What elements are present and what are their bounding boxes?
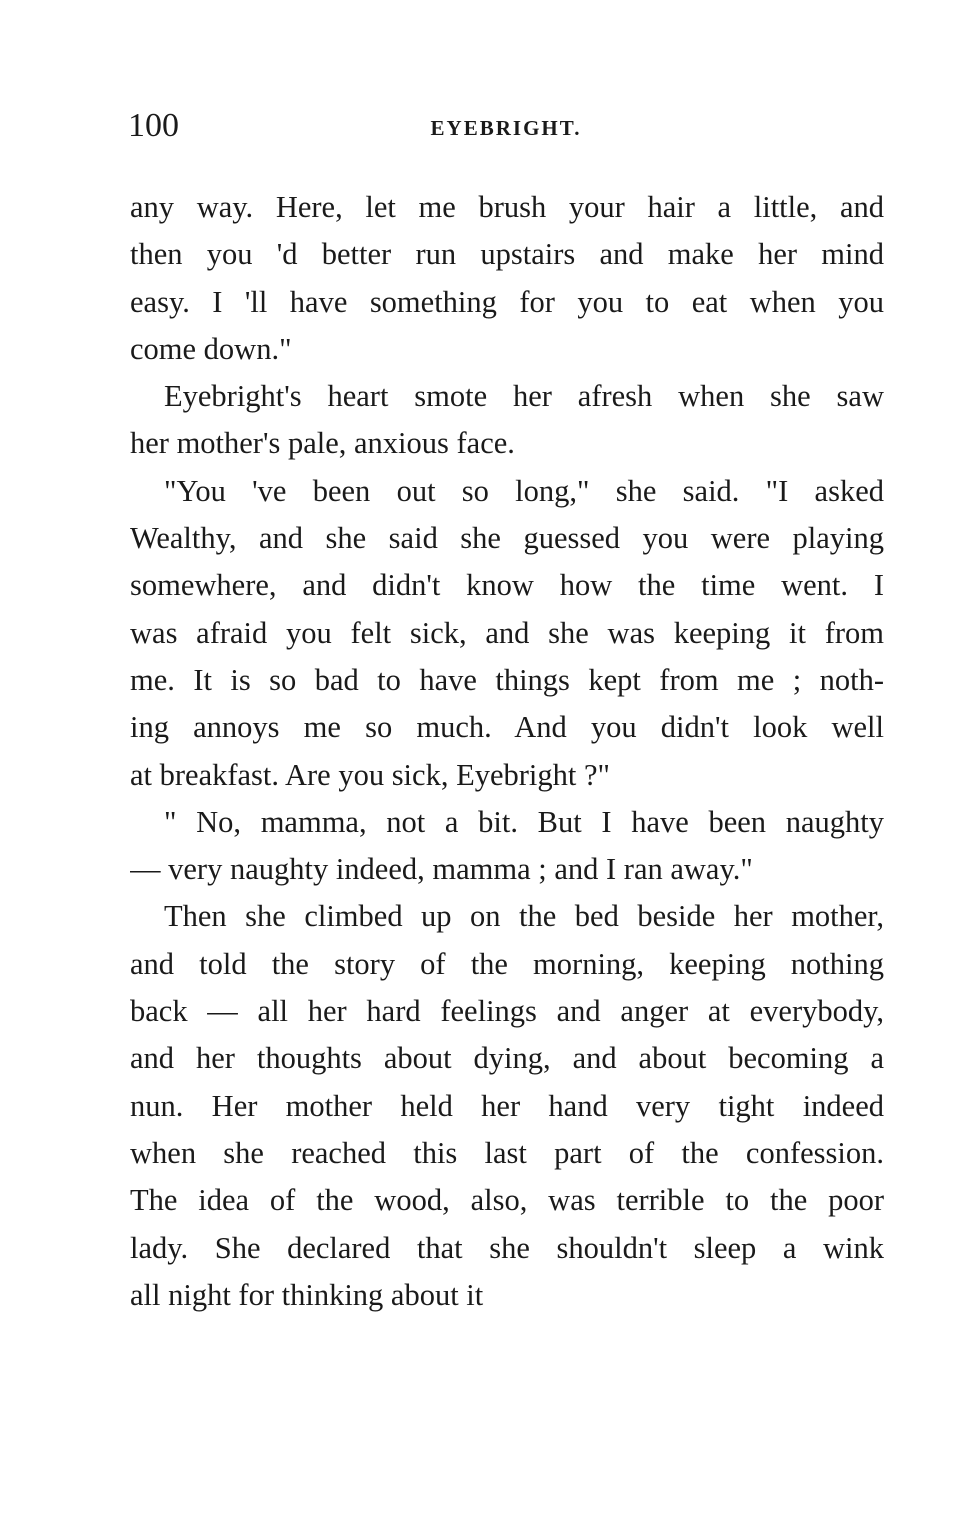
- text-line: ing annoys me so much. And you didn't look well: [130, 710, 884, 745]
- text-line: somewhere, and didn't know how the time went. I: [130, 568, 884, 603]
- text-line: all night for thinking about it: [130, 1277, 484, 1312]
- text-line: her mother's pale, anxious face.: [130, 426, 515, 461]
- text-line: when she reached this last part of the confession.: [130, 1135, 884, 1170]
- text-line: nun. Her mother held her hand very tight indeed: [130, 1088, 884, 1123]
- text-line: at breakfast. Are you sick, Eyebright ?": [130, 757, 610, 792]
- text-line: The idea of the wood, also, was terrible to the poor: [130, 1183, 884, 1218]
- text-line: was afraid you felt sick, and she was keeping it from: [130, 615, 884, 650]
- text-line: Wealthy, and she said she guessed you were playing: [130, 521, 884, 556]
- text-line: Then she climbed up on the bed beside her mother,: [164, 899, 884, 934]
- page-header: [128, 104, 884, 148]
- text-line: and told the story of the morning, keeping nothing: [130, 946, 884, 981]
- running-title: EYEBRIGHT.: [430, 116, 582, 140]
- text-line: " No, mamma, not a bit. But I have been naughty: [164, 804, 884, 839]
- text-line: come down.": [130, 331, 292, 366]
- text-line: lady. She declared that she shouldn't sleep a wink: [130, 1230, 884, 1265]
- text-line: back — all her hard feelings and anger at everybody,: [130, 994, 884, 1029]
- text-line: easy. I 'll have something for you to eat when you: [130, 284, 884, 319]
- text-line: then you 'd better run upstairs and make her mind: [130, 237, 884, 272]
- text-line: any way. Here, let me brush your hair a little, and: [130, 190, 884, 224]
- text-line: and her thoughts about dying, and about becoming a: [130, 1041, 884, 1076]
- text-line: — very naughty indeed, mamma ; and I ran away.": [130, 852, 753, 887]
- text-line: me. It is so bad to have things kept from me ; noth-: [130, 662, 884, 697]
- text-line: "You 've been out so long," she said. "I asked: [164, 473, 884, 508]
- page-number: 100: [128, 107, 179, 144]
- text-line: Eyebright's heart smote her afresh when she saw: [164, 379, 884, 414]
- body-text: [130, 184, 884, 1319]
